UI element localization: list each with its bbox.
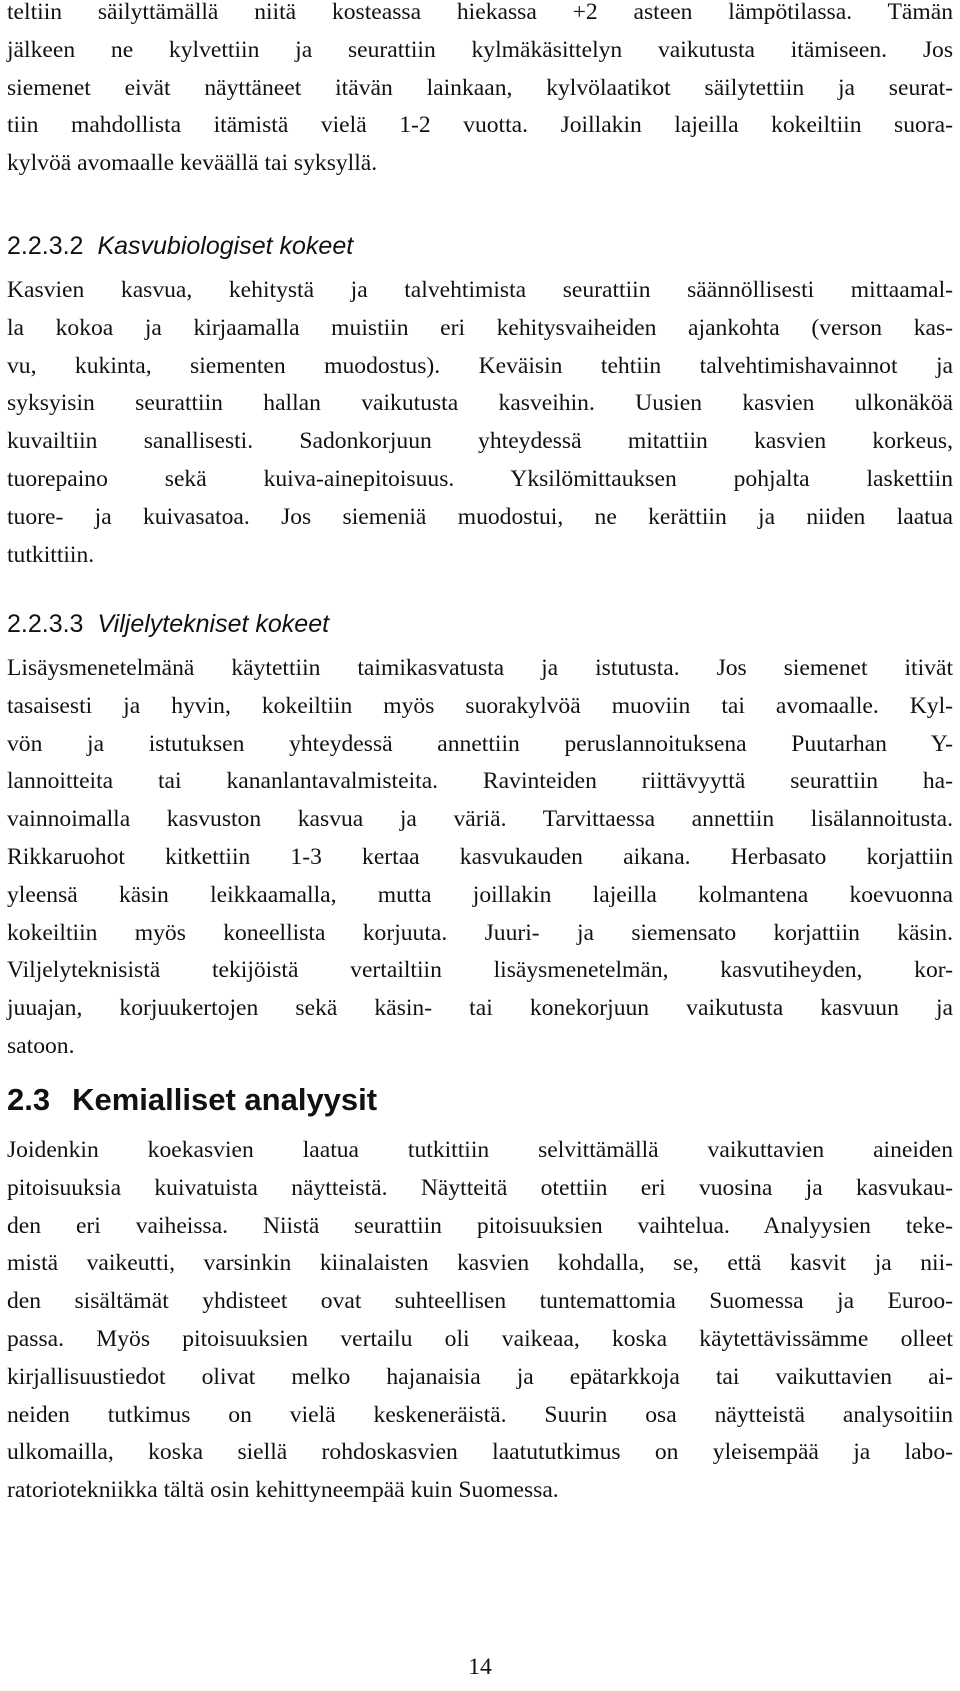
heading-title: Kemialliset analyysit (72, 1082, 378, 1117)
paragraph-line: vön ja istutuksen yhteydessä annettiin peruslannoituksena Puutarhan Y- (7, 730, 953, 757)
paragraph-line: kuvailtiin sanallisesti. Sadonkorjuun yhteydessä mitattiin kasvien korkeus, (7, 428, 953, 455)
paragraph-line: passa. Myös pitoisuuksien vertailu oli vaikeaa, koska käytettävissämme olleet (7, 1326, 953, 1352)
paragraph-line: vu, kukinta, siementen muodostus). Keväisin tehtiin talvehtimishavainnot ja (7, 352, 953, 379)
paragraph-line: kirjallisuustiedot olivat melko hajanaisia ja epätarkkoja tai vaikuttavien ai- (7, 1363, 953, 1390)
paragraph-line: den sisältämät yhdisteet ovat suhteellisen tuntemattomia Suomessa ja Euroo- (7, 1288, 953, 1315)
paragraph-line: kylvöä avomaalle keväällä tai syksyllä. (7, 150, 378, 177)
paragraph-line: Rikkaruohot kitkettiin 1-3 kertaa kasvukauden aikana. Herbasato korjattiin (7, 844, 953, 870)
paragraph-line: la kokoa ja kirjaamalla muistiin eri kehitysvaiheiden ajankohta (verson kas- (7, 314, 953, 341)
paragraph-line: ulkomailla, koska siellä rohdoskasvien laatututkimus on yleisempää ja labo- (7, 1439, 953, 1466)
heading-2-3 (7, 1080, 377, 1120)
paragraph-line: mistä vaikeutti, varsinkin kiinalaisten kasvien kohdalla, se, että kasvit ja nii- (7, 1250, 953, 1277)
paragraph-line: Joidenkin koekasvien laatua tutkittiin selvittämällä vaikuttavien aineiden (7, 1137, 953, 1163)
paragraph-line: ratoriotekniikka tältä osin kehittyneempää kuin Suomessa. (7, 1477, 559, 1504)
paragraph-line: lannoitteita tai kananlantavalmisteita. Ravinteiden riittävyyttä seurattiin ha- (7, 768, 953, 795)
paragraph-line: siemenet eivät näyttäneet itävän lainkaan, kylvölaatikot säilytettiin ja seurat- (7, 74, 953, 101)
paragraph-line: juuajan, korjuukertojen sekä käsin- tai konekorjuun vaikutusta kasvuun ja (7, 995, 953, 1022)
heading-number: 2.2.3.3 (7, 610, 84, 638)
paragraph-line: teltiin säilyttämällä niitä kosteassa hiekassa +2 asteen lämpötilassa. Tämän (7, 0, 953, 25)
heading-number: 2.3 (7, 1082, 51, 1117)
paragraph-line: tasaisesti ja hyvin, kokeiltiin myös suorakylvöä muoviin tai avomaalle. Kyl- (7, 692, 953, 719)
paragraph-line: Kasvien kasvua, kehitystä ja talvehtimista seurattiin säännöllisesti mittaamal- (7, 277, 953, 303)
paragraph-line: den eri vaiheissa. Niistä seurattiin pitoisuuksien vaihtelua. Analyysien teke- (7, 1212, 953, 1239)
heading-title: Kasvubiologiset kokeet (97, 232, 354, 260)
paragraph-line: syksyisin seurattiin hallan vaikutusta kasveihin. Uusien kasvien ulkonäköä (7, 390, 953, 417)
paragraph-line: pitoisuuksia kuivatuista näytteistä. Näytteitä otettiin eri vuosina ja kasvukau- (7, 1174, 953, 1201)
paragraph-line: kokeiltiin myös koneellista korjuuta. Juuri- ja siemensato korjattiin käsin. (7, 919, 953, 946)
paragraph-line: Lisäysmenetelmänä käytettiin taimikasvatusta ja istutusta. Jos siemenet itivät (7, 655, 953, 681)
paragraph-line: tutkittiin. (7, 541, 95, 568)
page-number: 14 (468, 1654, 492, 1680)
paragraph-line: tuore- ja kuivasatoa. Jos siemeniä muodostui, ne kerättiin ja niiden laatua (7, 503, 953, 530)
paragraph-line: vainnoimalla kasvuston kasvua ja väriä. Tarvittaessa annettiin lisälannoitusta. (7, 806, 953, 833)
paragraph-line: tuorepaino sekä kuiva-ainepitoisuus. Yksilömittauksen pohjalta laskettiin (7, 466, 953, 492)
heading-title: Viljelytekniset kokeet (97, 610, 330, 638)
paragraph-line: jälkeen ne kylvettiin ja seurattiin kylmäkäsittelyn vaikutusta itämiseen. Jos (7, 36, 953, 63)
heading-2-2-3-3 (7, 606, 329, 642)
heading-2-2-3-2 (7, 228, 353, 264)
heading-number: 2.2.3.2 (7, 232, 84, 260)
paragraph-line: neiden tutkimus on vielä keskeneräistä. Suurin osa näytteistä analysoitiin (7, 1401, 953, 1428)
paragraph-line: tiin mahdollista itämistä vielä 1-2 vuotta. Joillakin lajeilla kokeiltiin suora- (7, 112, 953, 139)
paragraph-line: yleensä käsin leikkaamalla, mutta joillakin lajeilla kolmantena koevuonna (7, 881, 953, 908)
paragraph-line: satoon. (7, 1033, 75, 1059)
paragraph-line: Viljelyteknisistä tekijöistä vertailtiin lisäysmenetelmän, kasvutiheyden, kor- (7, 957, 953, 984)
